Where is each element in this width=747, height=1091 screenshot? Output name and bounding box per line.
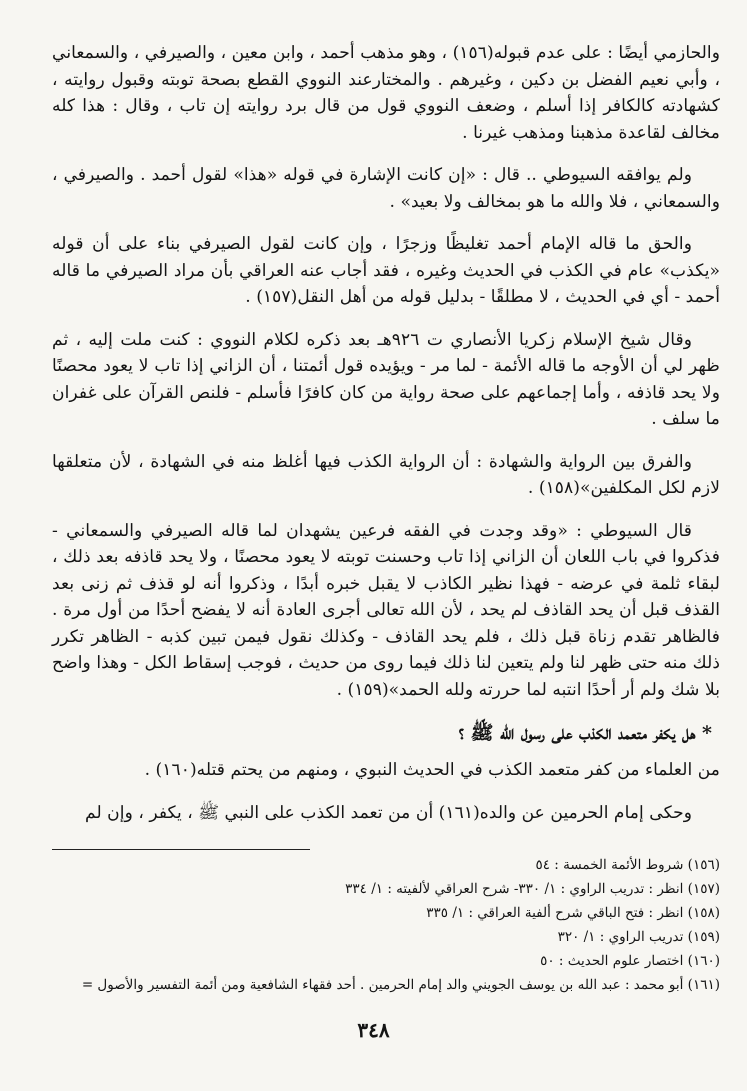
section-heading: * هل يكفر متعمد الكذب على رسول الله ﷺ ؟ — [458, 722, 712, 744]
footnote-divider — [52, 849, 310, 850]
footnote-158: (١٥٨) انظر : فتح الباقي شرح ألفية العراقي : ١/ ٣٣٥ — [426, 905, 720, 921]
paragraph-1: والحازمي أيضًا : على عدم قبوله(١٥٦) ، وهو مذهب أحمد ، وابن معين ، والصيرفي ، والسمعاني ، وأبي نعيم الفضل بن دكين ، وغيرهم . والمختارعند النووي القطع بصحة توبته وقبول روايته ، كشهادته كالكافر إذا أسلم ، وضعف النووي قول من قال برد روايته إن تاب ، وقال : هذا كله مخالف لقاعدة مذهبنا ومذهب غيرنا . — [52, 43, 720, 143]
paragraph-5: والفرق بين الرواية والشهادة : أن الرواية الكذب فيها أغلظ منه في الشهادة ، لأن متعلقها لازم لكل المكلفين»(١٥٨) . — [52, 451, 720, 498]
footnotes — [40, 853, 720, 997]
page-number: ٣٤٨ — [357, 1018, 390, 1042]
paragraph-7: من العلماء من كفر متعمد الكذب في الحديث النبوي ، ومنهم من يحتم قتله(١٦٠) . — [144, 760, 720, 780]
footnote-156: (١٥٦) شروط الأئمة الخمسة : ٥٤ — [535, 857, 720, 873]
paragraph-4: وقال شيخ الإسلام زكريا الأنصاري ت ٩٢٦هـ بعد ذكره لكلام النووي : كنت ملت إليه ، ثم ظهر لي أن الأوجه ما قاله الأئمة - لما مر - ويؤيده قول أئمتنا ، أن الزاني إذا تاب لا يعود محصنًا ولا يحد قاذفه ، وأما إجماعهم على صحة رواية من كان كافرًا فأسلم - فلنص القرآن على غفران ما سلف . — [52, 329, 720, 429]
footnote-161: (١٦١) أبو محمد : عبد الله بن يوسف الجويني والد إمام الحرمين . أحد فقهاء الشافعية ومن أئمة التفسير والأصول = — [81, 977, 720, 993]
paragraph-6: قال السيوطي : «وقد وجدت في الفقه فرعين يشهدان لما قاله الصيرفي والسمعاني - فذكروا في باب اللعان أن الزاني إذا تاب وحسنت توبته لا يعود محصنًا ، ولا يحد قاذفه بعد ذلك ، لبقاء ثلمة في عرضه - فهذا نظير الكاذب لا يقبل خبره أبدًا ، وذكروا أنه لو قذف ثم زنى بعد القذف قبل أن يحد القاذف لم يحد ، لأن الله تعالى أجرى العادة أنه لا يفضح أحدًا من أول مرة . فالظاهر تقدم زناة قبل ذلك ، فلم يحد القاذف - وكذلك نقول فيمن تبين كذبه - الظاهر تكرر ذلك منه حتى ظهر لنا ولم يتعين لنا ذلك فيما روى من حديث ، فوجب إسقاط الكل - وهذا واضح بلا شك ولم أر أحدًا انتبه لما حررته ولله الحمد»(١٥٩) . — [52, 520, 720, 700]
footnote-160: (١٦٠) اختصار علوم الحديث : ٥٠ — [540, 953, 720, 969]
main-text — [52, 40, 720, 842]
paragraph-2: ولم يوافقه السيوطي .. قال : «إن كانت الإشارة في قوله «هذا» لقول أحمد . والصيرفي ، والسمعاني ، فلا والله ما هو بمخالف ولا بعيد» . — [52, 165, 720, 212]
paragraph-8: وحكى إمام الحرمين عن والده(١٦١) أن من تعمد الكذب على النبي ﷺ ، يكفر ، وإن لم — [85, 802, 692, 823]
paragraph-3: والحق ما قاله الإمام أحمد تغليظًا وزجرًا ، وإن كانت لقول الصيرفي بناء على أن قوله «يكذب» عام في الكذب في الحديث وغيره ، فقد أجاب عنه العراقي بأن مراد الصيرفي ما قاله أحمد - أي في الحديث ، لا مطلقًا - بدليل قوله من أهل النقل(١٥٧) . — [52, 234, 720, 307]
footnote-157: (١٥٧) انظر : تدريب الراوي : ١/ ٣٣٠- شرح العراقي لألفيته : ١/ ٣٣٤ — [345, 881, 720, 897]
footnote-159: (١٥٩) تدريب الراوي : ١/ ٣٢٠ — [557, 929, 720, 945]
